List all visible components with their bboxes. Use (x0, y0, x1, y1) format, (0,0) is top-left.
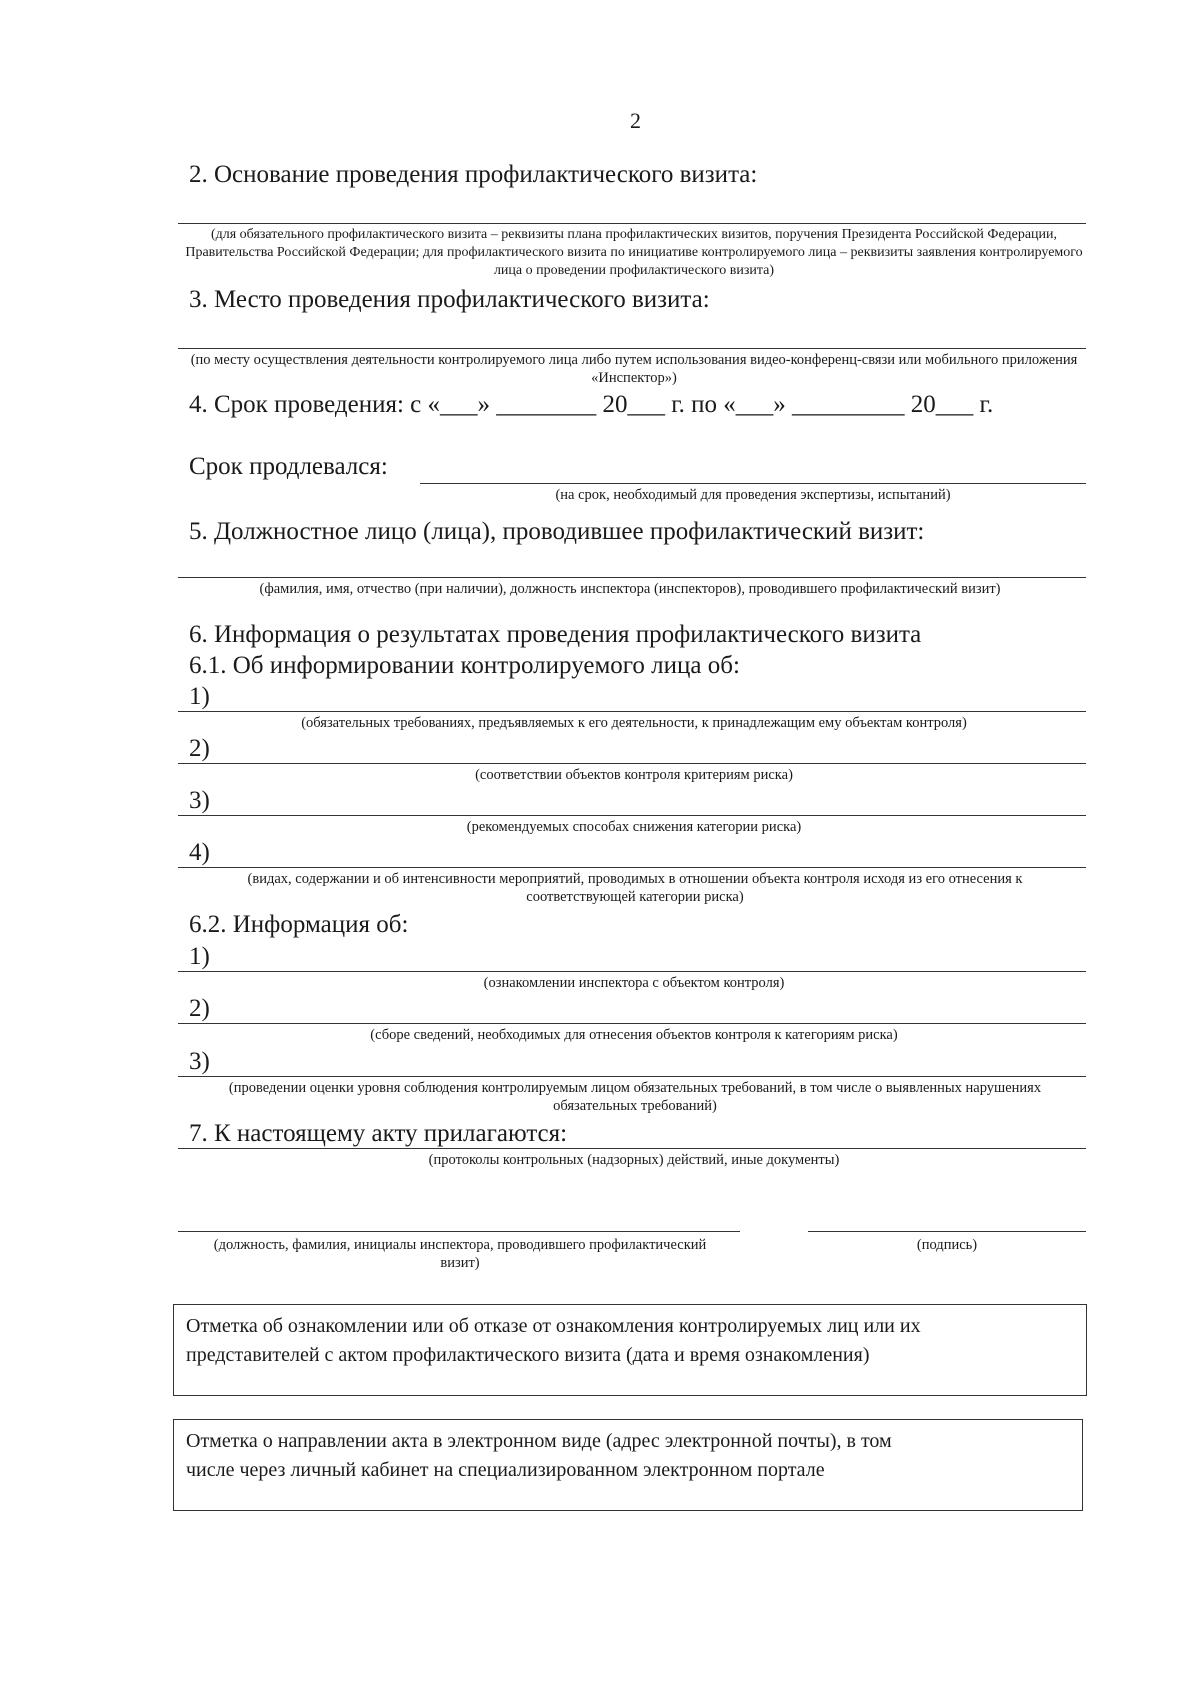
inspector-position-note: (должность, фамилия, инициалы инспектора, проводившего профилактический визит) (213, 1237, 707, 1271)
item-6-1-1-number: 1) (189, 683, 210, 710)
item-6-2-3-number: 3) (189, 1048, 210, 1075)
acquaintance-mark-line-2: представителей с актом профилактического визита (дата и время ознакомления) (186, 1344, 870, 1366)
extended-fill-line[interactable] (420, 483, 1086, 484)
item-6-1-2-number: 2) (189, 735, 210, 762)
item-6-1-3-fill-line[interactable] (178, 815, 1086, 816)
item-6-2-2-number: 2) (189, 995, 210, 1022)
item-6-2-1-number: 1) (189, 943, 210, 970)
item-6-2-2-fill-line[interactable] (178, 1023, 1086, 1024)
signature-note: (подпись) (916, 1237, 978, 1253)
section-2-note: (для обязательного профилактического визита – реквизиты плана профилактических визитов, поручения Президента Российской Федерации, Правительства Российской Федерации; для профилактического визита по инициативе контролируемого лица – реквизиты заявления контролируемого лица о проведении профилактического визита) (185, 227, 1083, 278)
item-6-2-1-fill-line[interactable] (178, 971, 1086, 972)
item-6-2-3-fill-line[interactable] (178, 1076, 1086, 1077)
item-6-2-3-note: (проведении оценки уровня соблюдения контролируемым лицом обязательных требований, в том числе о выявленных нарушениях обязательных требований) (228, 1080, 1042, 1114)
extended-note: (на срок, необходимый для проведения экспертизы, испытаний) (555, 487, 951, 503)
section-7-fill-line[interactable] (178, 1148, 1086, 1149)
section-5-note: (фамилия, имя, отчество (при наличии), должность инспектора (инспекторов), проводившего профилактический визит) (259, 581, 1001, 597)
item-6-1-1-fill-line[interactable] (178, 711, 1086, 712)
section-7-note: (протоколы контрольных (надзорных) действий, иные документы) (428, 1152, 840, 1168)
signature-fill-line[interactable] (808, 1231, 1086, 1232)
electronic-sending-mark-line-1: Отметка о направлении акта в электронном виде (адрес электронной почты), в том (186, 1430, 892, 1452)
section-7-heading: 7. К настоящему акту прилагаются: (189, 1120, 568, 1147)
page-number: 2 (630, 108, 641, 133)
section-3-heading: 3. Место проведения профилактического визита: (189, 286, 710, 313)
inspector-position-fill-line[interactable] (178, 1231, 740, 1232)
section-5-heading: 5. Должностное лицо (лица), проводившее профилактический визит: (189, 518, 925, 545)
item-6-2-2-note: (сборе сведений, необходимых для отнесения объектов контроля к категориям риска) (370, 1027, 898, 1043)
section-3-note: (по месту осуществления деятельности контролируемого лица либо путем использования видео-конференц-связи или мобильного приложения «Инспектор») (190, 352, 1078, 386)
term-line[interactable]: 4. Срок проведения: с «___» ________ 20___ г. по «___» _________ 20___ г. (189, 391, 994, 418)
item-6-1-2-fill-line[interactable] (178, 763, 1086, 764)
item-6-1-2-note: (соответствии объектов контроля критериям риска) (475, 767, 793, 783)
acquaintance-mark-box[interactable] (173, 1304, 1087, 1396)
section-2-heading: 2. Основание проведения профилактического визита: (189, 161, 758, 188)
section-6-2-heading: 6.2. Информация об: (189, 911, 409, 938)
section-2-fill-line[interactable] (178, 223, 1086, 224)
item-6-1-1-note: (обязательных требованиях, предъявляемых к его деятельности, к принадлежащим ему объектам контроля) (301, 715, 967, 731)
electronic-sending-mark-box[interactable] (173, 1419, 1083, 1511)
section-3-fill-line[interactable] (178, 348, 1086, 349)
item-6-1-4-fill-line[interactable] (178, 867, 1086, 868)
item-6-2-1-note: (ознакомлении инспектора с объектом контроля) (483, 975, 785, 991)
item-6-1-3-note: (рекомендуемых способах снижения категории риска) (466, 819, 802, 835)
item-6-1-4-note: (видах, содержании и об интенсивности мероприятий, проводимых в отношении объекта контроля исходя из его отнесения к соответствующей категории риска) (247, 871, 1023, 905)
section-6-1-heading: 6.1. Об информировании контролируемого лица об: (189, 652, 740, 679)
item-6-1-3-number: 3) (189, 787, 210, 814)
acquaintance-mark-line-1: Отметка об ознакомлении или об отказе от ознакомления контролируемых лиц или их (186, 1315, 921, 1337)
electronic-sending-mark-line-2: числе через личный кабинет на специализированном электронном портале (186, 1459, 825, 1481)
extended-label: Срок продлевался: (189, 453, 388, 480)
section-6-heading: 6. Информация о результатах проведения профилактического визита (189, 621, 922, 648)
item-6-1-4-number: 4) (189, 839, 210, 866)
section-5-fill-line[interactable] (178, 577, 1086, 578)
